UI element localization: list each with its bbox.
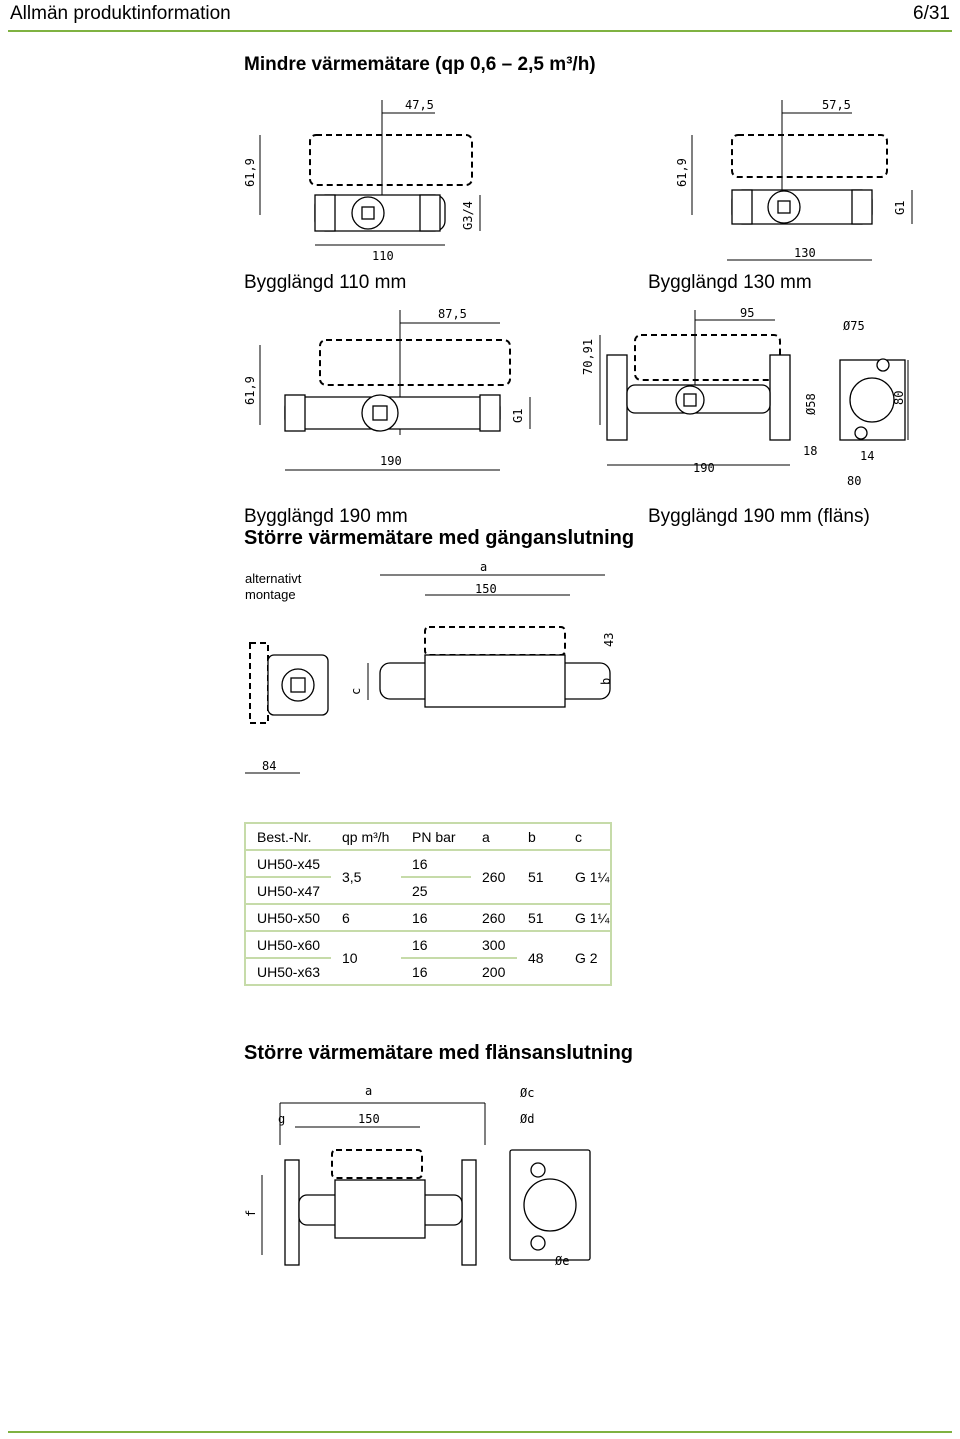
cell-qp: 3,5 (331, 850, 401, 904)
page-number: 6/31 (913, 3, 950, 24)
dim-190-b: 190 (693, 461, 715, 475)
cell-a: 300 (471, 931, 517, 958)
dim-61-9-b: 61,9 (675, 158, 689, 187)
dim-a: a (480, 560, 488, 574)
drawing-190mm (240, 305, 540, 480)
table-header-row (245, 823, 611, 850)
dim-14: 14 (860, 449, 875, 463)
cell-pn: 16 (401, 850, 471, 877)
cell-b: 51 (517, 850, 564, 904)
dim-61-9: 61,9 (243, 158, 257, 187)
dim-150-flange: 150 (358, 1112, 380, 1126)
dim-150: 150 (475, 582, 497, 596)
cell-qp: 6 (331, 904, 401, 931)
th-c: c (564, 823, 611, 850)
cell-a: 200 (471, 958, 517, 985)
spec-table (244, 822, 612, 986)
dim-c: c (349, 687, 363, 695)
caption-110mm: Bygglängd 110 mm (244, 272, 407, 293)
page-footer-rule (8, 1431, 952, 1433)
caption-130mm: Bygglängd 130 mm (648, 272, 812, 293)
cell-id: UH50-x47 (245, 877, 331, 904)
dim-57-5: 57,5 (822, 98, 851, 112)
cell-pn: 16 (401, 931, 471, 958)
drawing-190mm-flange (575, 305, 915, 490)
dim-oc: Øc (520, 1086, 535, 1100)
th-qp: qp m³/h (331, 823, 401, 850)
dim-18: 18 (803, 444, 818, 458)
dim-70-91: 70,91 (581, 338, 595, 375)
cell-c: G 2 (564, 931, 611, 985)
cell-b: 48 (517, 931, 564, 985)
cell-b: 51 (517, 904, 564, 931)
dim-od: Ød (520, 1112, 535, 1126)
table-row (245, 904, 611, 931)
dim-g1-b: G1 (511, 408, 525, 423)
drawing-110mm (240, 95, 490, 265)
dim-47-5: 47,5 (405, 98, 434, 112)
section-title-flange: Större värmemätare med flänsanslutning (244, 1042, 634, 1064)
cell-a: 260 (471, 850, 517, 904)
cell-id: UH50-x50 (245, 904, 331, 931)
th-order-no: Best.-Nr. (245, 823, 331, 850)
dim-oe: Øe (555, 1254, 570, 1268)
section-title-thread: Större värmemätare med gänganslutning (244, 527, 635, 549)
dim-110: 110 (372, 249, 394, 263)
drawing-threaded-meter (240, 555, 650, 785)
cell-id: UH50-x60 (245, 931, 331, 958)
dim-g: g (278, 1112, 286, 1126)
dim-80-v: 80 (892, 390, 906, 405)
dim-d58: Ø58 (804, 393, 818, 415)
cell-c: G 1¼ (564, 850, 611, 904)
cell-a: 260 (471, 904, 517, 931)
dim-190: 190 (380, 454, 402, 468)
dim-a-flange: a (365, 1084, 373, 1098)
dim-g3-4: G3/4 (461, 201, 475, 230)
dim-d75: Ø75 (843, 319, 865, 333)
dim-61-9-c: 61,9 (243, 376, 257, 405)
cell-pn: 16 (401, 958, 471, 985)
document-title: Allmän produktinformation (10, 3, 231, 24)
drawing-flanged-meter (240, 1075, 600, 1280)
cell-id: UH50-x63 (245, 958, 331, 985)
dim-80-h: 80 (847, 474, 862, 488)
dim-f: f (244, 1209, 258, 1217)
caption-190mm-flange: Bygglängd 190 mm (fläns) (648, 506, 870, 527)
cell-c: G 1¼ (564, 904, 611, 931)
caption-190mm: Bygglängd 190 mm (244, 506, 408, 527)
table-row (245, 850, 611, 877)
dim-95: 95 (740, 306, 755, 320)
table-row (245, 931, 611, 958)
cell-qp: 10 (331, 931, 401, 985)
alternative-mounting-label: alternativt montage (245, 571, 302, 602)
th-b: b (517, 823, 564, 850)
th-pn: PN bar (401, 823, 471, 850)
dim-43: 43 (602, 632, 616, 647)
dim-87-5: 87,5 (438, 307, 467, 321)
dim-130: 130 (794, 246, 816, 260)
cell-pn: 16 (401, 904, 471, 931)
dim-84: 84 (262, 759, 277, 773)
dim-g1: G1 (893, 200, 907, 215)
th-a: a (471, 823, 517, 850)
page-header (8, 0, 952, 32)
drawing-130mm (672, 95, 922, 270)
cell-pn: 25 (401, 877, 471, 904)
section-title-small-meters: Mindre värmemätare (qp 0,6 – 2,5 m³/h) (244, 54, 596, 75)
cell-id: UH50-x45 (245, 850, 331, 877)
dim-b: b (599, 677, 613, 685)
